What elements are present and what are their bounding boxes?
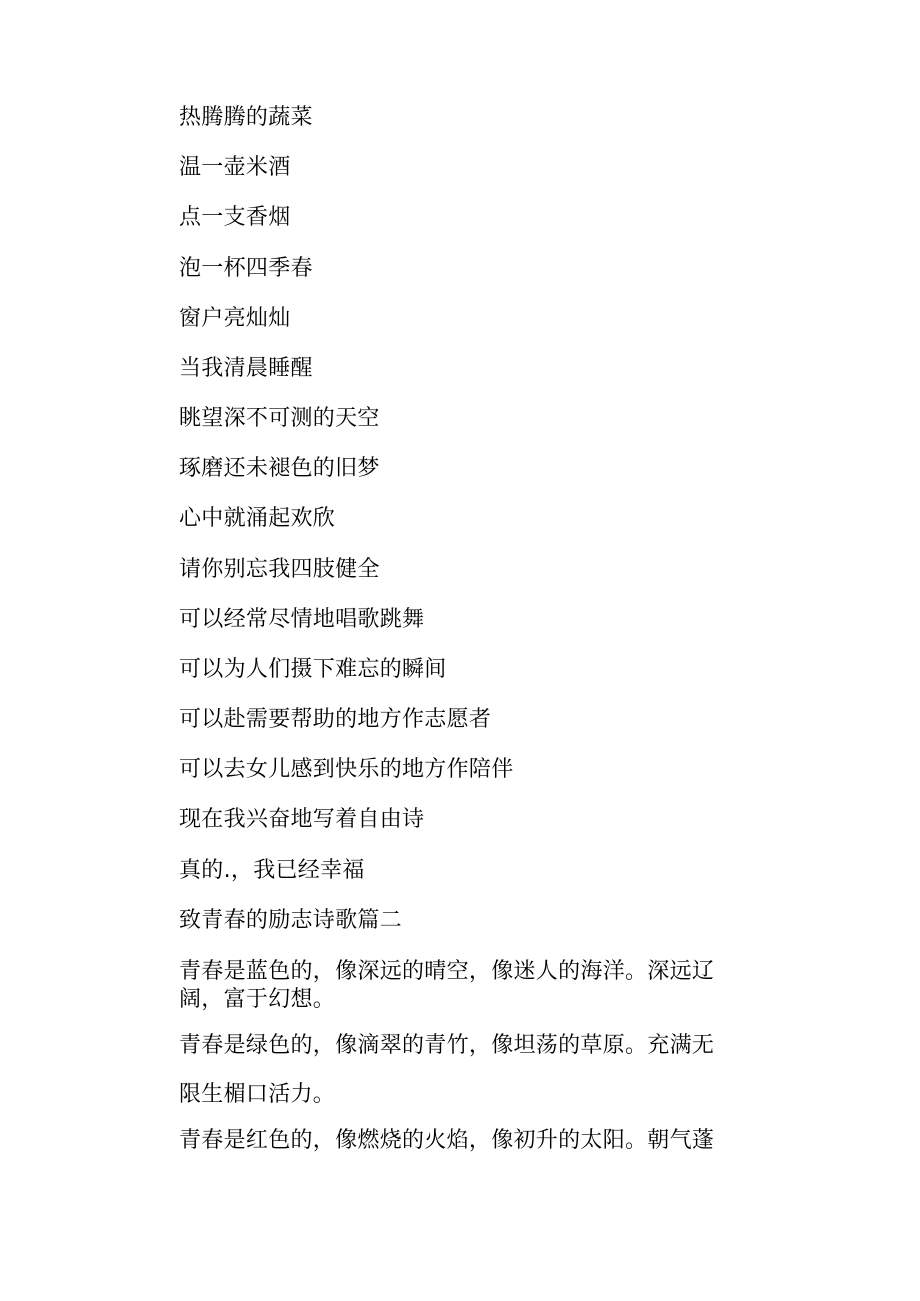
poem-line: 琢磨还未褪色的旧梦 <box>179 456 380 481</box>
paragraph-red: 青春是红色的，像燃烧的火焰，像初升的太阳。朝气蓬 <box>179 1128 715 1153</box>
poem-line: 可以为人们摄下难忘的瞬间 <box>179 657 447 682</box>
poem-line: 可以经常尽情地唱歌跳舞 <box>179 607 425 632</box>
poem-line: 点一支香烟 <box>179 205 291 230</box>
section-title: 致青春的励志诗歌篇二 <box>179 908 403 933</box>
poem-line: 请你别忘我四肢健全 <box>179 557 380 582</box>
poem-line: 泡一杯四季春 <box>179 256 313 281</box>
paragraph-green: 青春是绿色的，像滴翠的青竹，像坦荡的草原。充满无 <box>179 1033 715 1058</box>
poem-line: 心中就涌起欢欣 <box>179 506 336 531</box>
poem-line: 可以去女儿感到快乐的地方作陪伴 <box>179 757 514 782</box>
paragraph-green-continued: 限生楣口活力。 <box>179 1082 336 1107</box>
poem-line: 热腾腾的蔬菜 <box>179 105 313 130</box>
poem-line: 温一壶米酒 <box>179 155 291 180</box>
poem-line: 现在我兴奋地写着自由诗 <box>179 807 425 832</box>
poem-line: 眺望深不可测的天空 <box>179 406 380 431</box>
paragraph-blue: 青春是蓝色的，像深远的晴空，像迷人的海洋。深远辽阔，富于幻想。 <box>179 959 715 1012</box>
poem-line: 窗户亮灿灿 <box>179 306 291 331</box>
poem-line: 可以赴需要帮助的地方作志愿者 <box>179 707 492 732</box>
poem-line: 当我清晨睡醒 <box>179 356 313 381</box>
poem-line: 真的.，我已经幸福 <box>179 858 365 883</box>
